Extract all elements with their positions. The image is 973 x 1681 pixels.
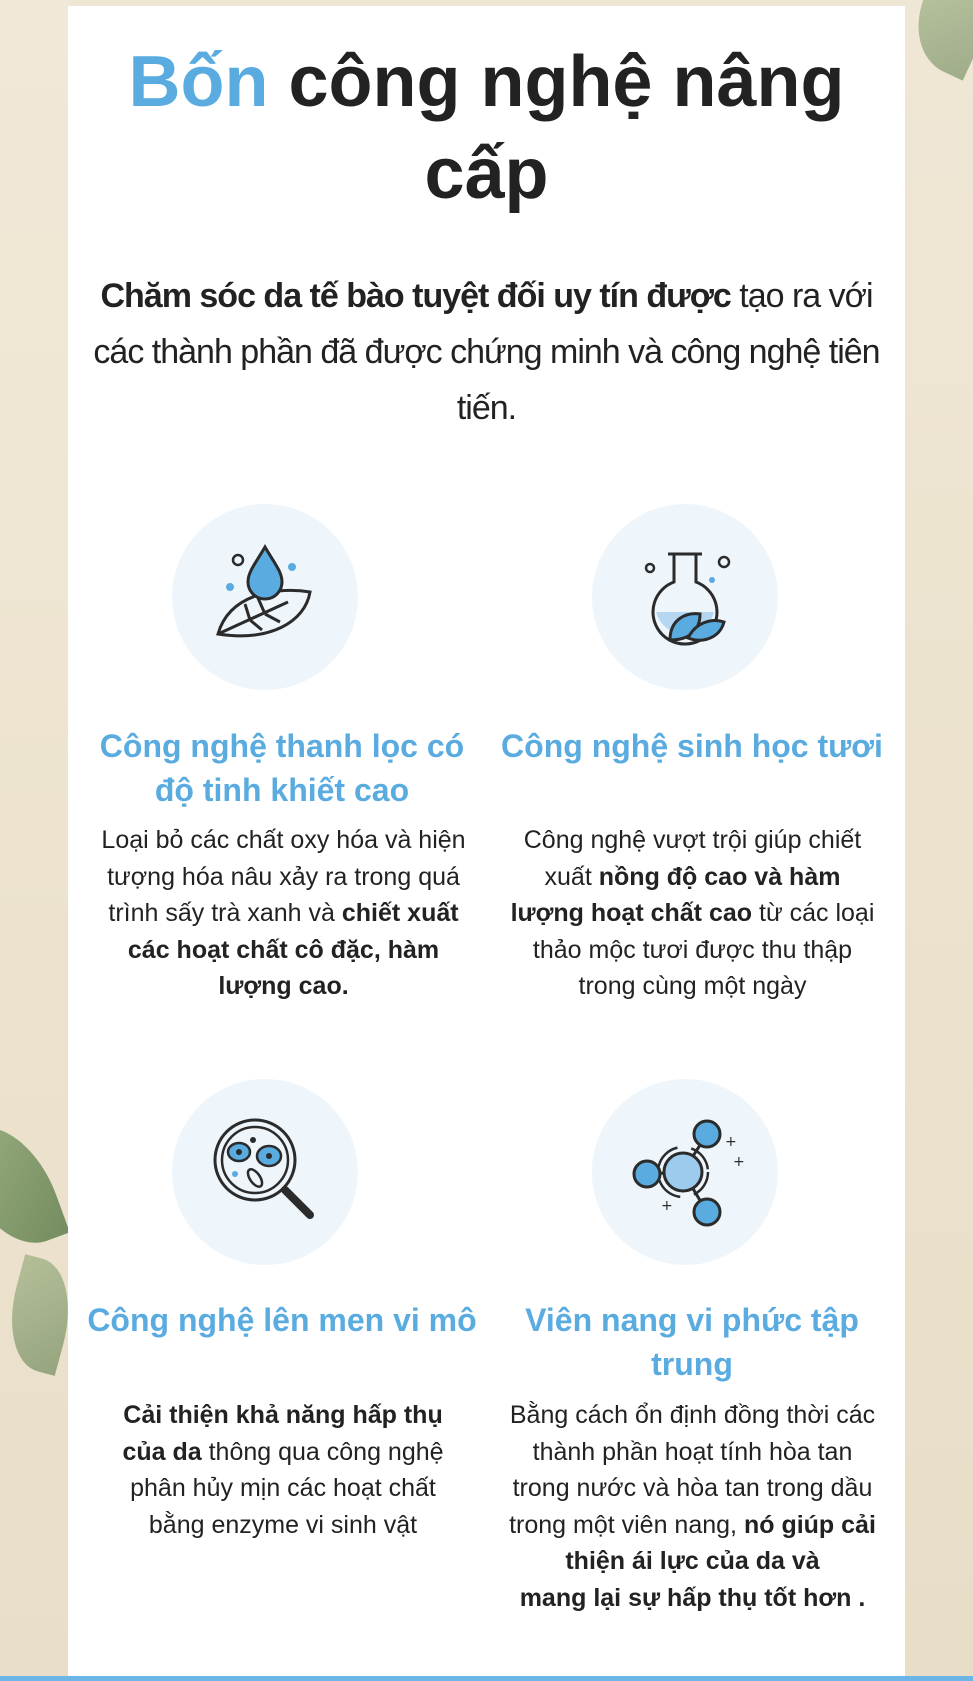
background-left-panel bbox=[0, 0, 68, 1681]
title-accent-word: Bốn bbox=[128, 42, 269, 122]
feature-desc-regular: Loại bỏ các chất oxy hóa và hiện tượng hóa nâu xảy ra trong quá trình sấy trà xanh và bbox=[101, 826, 466, 927]
molecule-icon bbox=[625, 1112, 745, 1232]
feature-description bbox=[108, 1397, 458, 1543]
feature-description bbox=[96, 822, 471, 1005]
feature-desc-regular: Công nghệ vượt trội giúp chiết xuất bbox=[523, 826, 862, 891]
leaf-decoration bbox=[0, 1110, 68, 1260]
feature-desc-bold: chiết xuất các hoạt chất cô đặc, hàm lượng cao. bbox=[127, 899, 459, 1000]
feature-desc-bold: mang lại sự hấp thụ tốt hơn . bbox=[519, 1583, 866, 1612]
feature-title: Công nghệ thanh lọc có độ tinh khiết cao bbox=[99, 728, 465, 808]
feature-icon-circle bbox=[172, 1079, 358, 1265]
feature-icon-circle bbox=[592, 1079, 778, 1265]
magnifier-microbe-icon bbox=[205, 1112, 325, 1232]
feature-title: Công nghệ lên men vi mô bbox=[87, 1302, 477, 1338]
feature-icon-circle bbox=[172, 504, 358, 690]
leaf-decoration bbox=[905, 0, 973, 81]
feature-description bbox=[505, 822, 880, 1005]
flask-leaf-icon bbox=[630, 542, 740, 652]
subtitle-bold: Chăm sóc da tế bào tuyệt đối uy tín được bbox=[100, 277, 731, 315]
feature-desc-bold: nồng độ cao và hàm lượng hoạt chất cao bbox=[510, 862, 841, 927]
background-right-panel bbox=[905, 0, 973, 1681]
feature-title: Viên nang vi phức tập trung bbox=[525, 1302, 859, 1382]
feature-desc-regular: Bằng cách ổn định đồng thời các thành phần hoạt tính hòa tan trong nước và hòa tan trong dầu trong một viên nang, bbox=[509, 1401, 876, 1539]
feature-title: Công nghệ sinh học tươi bbox=[501, 728, 883, 764]
subtitle-regular: tạo ra với các thành phần đã được chứng minh và công nghệ tiên tiến. bbox=[93, 277, 880, 427]
feature-desc-bold: Cải thiện khả năng hấp thụ của da bbox=[122, 1401, 443, 1466]
water-drop-leaf-icon bbox=[210, 542, 320, 652]
feature-desc-regular: thông qua công nghệ phân hủy mịn các hoạt chất bằng enzyme vi sinh vật bbox=[130, 1437, 444, 1539]
feature-description bbox=[505, 1397, 880, 1616]
svg-text:+: + bbox=[733, 1154, 745, 1170]
feature-desc-regular: từ các loại thảo mộc tươi được thu thập trong cùng một ngày bbox=[532, 899, 875, 1000]
title-rest: công nghệ nâng cấp bbox=[288, 42, 845, 214]
svg-text:+: + bbox=[661, 1198, 673, 1214]
feature-icon-circle bbox=[592, 504, 778, 690]
content-card bbox=[68, 6, 905, 1678]
bottom-accent-bar bbox=[0, 1676, 973, 1681]
leaf-decoration bbox=[0, 1254, 68, 1376]
page-title bbox=[68, 36, 905, 220]
page-subtitle bbox=[68, 268, 905, 436]
svg-text:+: + bbox=[725, 1134, 737, 1150]
feature-desc-bold: nó giúp cải thiện ái lực của da và bbox=[565, 1510, 876, 1575]
